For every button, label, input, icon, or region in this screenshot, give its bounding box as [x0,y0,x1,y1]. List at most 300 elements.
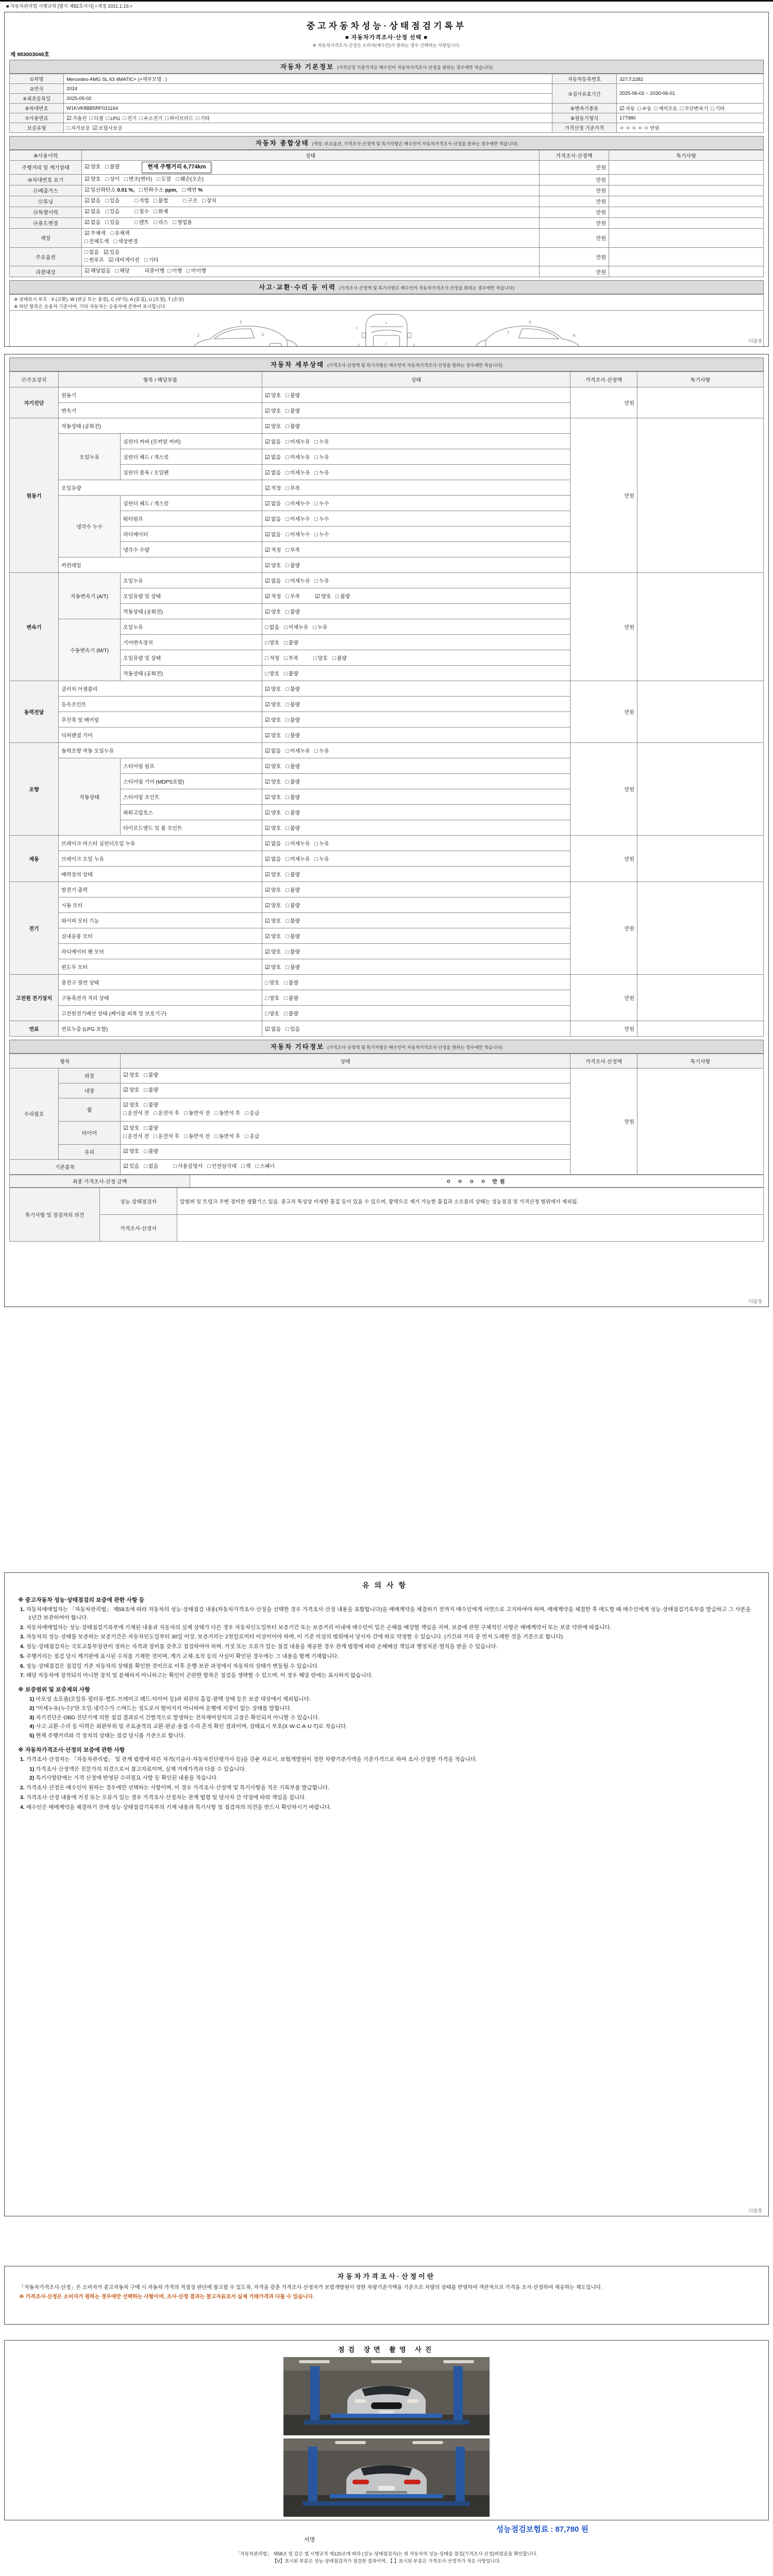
checkbox-unchecked[interactable]: □ 운전석 후 [154,1110,180,1116]
notice-body [16,1596,757,1811]
checkbox-unchecked[interactable]: □ 불량 [285,918,300,924]
state-options [82,228,540,247]
checkbox-unchecked[interactable]: □ 기타 [144,257,159,264]
checkbox-unchecked[interactable]: □ 구조 [183,197,198,204]
empty-box-icon: □ [105,197,109,204]
checkbox-checked[interactable]: ☑ 양호 [123,1148,140,1155]
state-options [121,1159,570,1174]
checkbox-unchecked[interactable]: □ 적법 [135,197,149,204]
item-label: 파워고압호스 [121,805,262,820]
state-options [262,681,570,697]
empty-box-icon: □ [144,1163,147,1170]
checkbox-checked[interactable]: ☑ 양호 [265,903,281,909]
empty-box-icon: □ [654,106,658,112]
item-label: 오일유량 및 상태 [121,650,262,666]
checkbox-unchecked[interactable]: □ 불량 [284,671,298,677]
checkbox-checked[interactable]: ☑ 적정 [265,485,281,492]
checked-box-icon: ☑ [265,609,270,615]
document-subnote: ※ 자동차가격조사·산정은 소비자(매수인)가 원하는 경우 선택하는 사항입니다. [312,43,461,48]
basic-info-table [9,74,764,133]
checkbox-checked[interactable]: ☑ 보험사보증 [92,125,123,131]
detail-header [9,358,764,371]
checkbox-unchecked[interactable]: □ 변조(변타) [124,176,153,182]
checkbox-checked[interactable]: ☑ 양호 [265,934,281,940]
remark-cell [637,1021,764,1037]
checkbox-checked[interactable]: ☑ 없음 [265,501,281,507]
sub-group-label: 냉각수 누수 [59,496,121,557]
state-options [262,480,570,496]
checkbox-checked[interactable]: ☑ 없음 [265,439,281,445]
checkbox-unchecked[interactable]: □ 누유 [314,856,329,862]
checkbox-unchecked[interactable]: □ 미세누유 [284,624,309,631]
checkbox-unchecked[interactable]: □ 세미오토 [654,106,678,112]
empty-box-icon: □ [265,1011,268,1017]
checkbox-unchecked[interactable]: □ 불량 [285,733,300,739]
empty-box-icon: □ [285,439,289,445]
checkbox-checked[interactable]: ☑ 양호 [265,563,281,569]
price-cell: 만원 [570,573,637,681]
checkbox-unchecked[interactable]: □ 누유 [314,470,329,476]
checked-box-icon: ☑ [265,485,270,492]
checkbox-unchecked[interactable]: □ 스패너 [255,1163,275,1170]
checkbox-checked[interactable]: ☑ 양호 [265,887,281,893]
table-row: ⑰주요장치 항목 / 해당부품 상태 가격조사·산정액 특기사항 [10,372,764,387]
checkbox-unchecked[interactable]: □ 불량 [144,1148,159,1155]
checkbox-unchecked[interactable]: □ 장치 [202,197,217,204]
table-row: ⑬특별이력 ☑ 없음 □ 있음 □ 침수 □ 화재 만원 [10,207,764,217]
checkbox-checked[interactable]: ☑ 양호 [265,423,281,430]
checkbox-unchecked[interactable]: □ 불량 [285,408,300,414]
empty-box-icon: □ [285,748,289,754]
checkbox-checked[interactable]: ☑ 없음 [85,208,101,215]
state-options [82,174,540,185]
registration-number: 327조2282 [617,74,764,84]
page-3-notice [4,1572,769,2216]
checkbox-unchecked[interactable]: □ 부족 [285,485,300,492]
checkbox-unchecked[interactable]: □ 영업용 [173,219,192,226]
footer-line-1: 「자동차관리법」 제58조 및 같은 법 시행규칙 제120조에 따라 (성능·상태점검자)는 위 자동차의 성능·상태를 점검(가격조사·산정)하였음을 확인합니다. [236,2551,537,2556]
checkbox-unchecked[interactable]: □ 화재 [154,208,169,215]
checkbox-checked[interactable]: ☑ 양호 [265,764,281,770]
notice-section-heading: ※ 보증범위 및 보증제외 사항 [18,1687,90,1693]
empty-box-icon: □ [285,825,289,832]
measured-value: % [198,187,203,193]
device-label: 연료 [10,1021,59,1037]
checkbox-unchecked[interactable]: □ 수소전기 [139,115,163,122]
checkbox-checked[interactable]: ☑ 양호 [123,1125,140,1131]
checkbox-unchecked[interactable]: □ 불량 [285,393,300,399]
checkbox-checked[interactable]: ☑ 없음 [265,516,281,522]
checked-box-icon: ☑ [265,1026,270,1032]
empty-box-icon: □ [285,872,289,878]
checkbox-unchecked[interactable]: □ 양호 [265,1011,279,1017]
checkbox-unchecked[interactable]: □ 불량 [105,164,120,170]
price-survey-info-body: 「자동차가격조사·산정」은 소비자가 중고자동차 구매 시 자동차 가격의 적정성 판단에 참고할 수 있도록, 자격을 갖춘 가격조사·산정자가 보험개발원이 정한 차량기준가액을 기준으로 차량의 상태를 반영하여 객관적으로 가격을 조사·산정하여 제공하는 제도입니다. [19,2285,602,2291]
checkbox-unchecked[interactable]: □ 동반석 후 [214,1133,241,1140]
signature-label[interactable]: 서명 [304,2537,315,2543]
empty-box-icon: □ [135,208,138,215]
checkbox-unchecked[interactable]: □ 불량 [285,686,300,692]
checkbox-unchecked[interactable]: □ 양호 [265,640,279,646]
checkbox-checked[interactable]: ☑ 없음 [85,197,101,204]
checkbox-unchecked[interactable]: □ 응급 [245,1110,260,1116]
checkbox-unchecked[interactable]: □ 불량 [285,423,300,430]
checkbox-checked[interactable]: ☑ 양호 [315,594,331,600]
page-1 [4,12,769,347]
checkbox-checked[interactable]: ☑ 없음 [265,454,281,461]
checkbox-unchecked[interactable]: □ 도말 [157,176,172,182]
checkbox-checked[interactable]: ☑ 양호 [265,733,281,739]
checkbox-unchecked[interactable]: □ 누유 [314,841,329,847]
empty-box-icon: □ [285,733,289,739]
checkbox-checked[interactable]: ☑ 양호 [265,918,281,924]
checked-box-icon: ☑ [85,219,90,226]
checkbox-unchecked[interactable]: □ 없음 [265,624,279,631]
checkbox-unchecked[interactable]: □ 양호 [265,980,279,986]
checkbox-unchecked[interactable]: □ 기타 [196,115,210,122]
checkbox-unchecked[interactable]: □ 불량 [285,934,300,940]
empty-box-icon: □ [285,949,289,955]
checkbox-unchecked[interactable]: □ 누유 [314,439,329,445]
state-options [262,496,570,511]
empty-box-icon: □ [154,208,157,215]
empty-box-icon: □ [680,106,684,112]
checkbox-unchecked[interactable]: □ 불량 [285,825,300,832]
checkbox-unchecked[interactable]: □ 누유 [314,454,329,461]
checkbox-unchecked[interactable]: □ 상이 [105,176,120,182]
state-options [121,1121,570,1144]
checkbox-unchecked[interactable]: □ 불량 [285,949,300,955]
accident-note: (가격조사·산정액 및 특기사항은 매수인이 자동차가격조사·산정을 원하는 경우에만 적습니다) [339,285,514,291]
checkbox-checked[interactable]: ☑ 양호 [265,949,281,955]
checkbox-checked[interactable]: ☑ 양호 [265,964,281,971]
checkbox-unchecked[interactable]: □ 미세누유 [285,470,310,476]
empty-box-icon: □ [284,655,288,662]
price-survey-info-title: 자동차가격조사·산정이란 [337,2273,436,2280]
state-options [262,650,570,666]
checkbox-unchecked[interactable]: □ 부족 [285,547,300,553]
item-label: 배력장치 상태 [59,867,262,882]
checkbox-unchecked[interactable]: □ 불법 [154,197,169,204]
checkbox-unchecked[interactable]: □ 이행 [167,268,182,275]
notice-title: 유의사항 [362,1581,411,1589]
vin: W1KVK8BB5RF021164 [64,104,552,113]
checkbox-unchecked[interactable]: □ 부족 [285,594,300,600]
checkbox-unchecked[interactable]: □ 불량 [144,1087,159,1093]
empty-box-icon: □ [207,1163,211,1170]
checkbox-checked[interactable]: ☑ 적정 [265,594,281,600]
empty-box-icon: □ [105,208,109,215]
empty-box-icon: □ [285,779,289,785]
checkbox-unchecked[interactable]: □ 매연 % [182,187,203,193]
empty-box-icon: □ [285,547,289,553]
state-options [262,712,570,727]
item-label: 스티어링 기어 (MDPS포함) [121,774,262,789]
empty-box-icon: □ [285,594,289,600]
checkbox-checked[interactable]: ☑ 양호 [265,717,281,723]
empty-box-icon: □ [85,257,88,264]
item-label: 실내송풍 모터 [59,928,262,944]
checkbox-unchecked[interactable]: □ 썬루프 [85,257,104,264]
checkbox-unchecked[interactable]: □ 훼손(오손) [176,176,204,182]
empty-box-icon: □ [182,187,186,193]
checked-box-icon: ☑ [265,454,270,461]
table-row: ①차명 Mercedes-AMG SL 63 4MATIC+ (+세부모델 : ) 자동차등록번호 327조2282 [10,74,764,84]
checkbox-unchecked[interactable]: □ 불량 [285,872,300,878]
empty-box-icon: □ [265,980,268,986]
checkbox-checked[interactable]: ☑ 양호 [123,1101,140,1108]
checkbox-checked[interactable]: ☑ 없음 [265,532,281,538]
item-label: 고전원전기배선 상태 (케이블 피복 및 보호기구) [59,1006,262,1021]
sub-group-label: 자동변속기 (A/T) [59,573,121,619]
overall-header [9,136,764,150]
checkbox-unchecked[interactable]: □ 불량 [144,1072,159,1078]
checkbox-unchecked[interactable]: □ 안전삼각대 [207,1163,237,1170]
item-label: 디퍼렌셜 기어 [59,727,262,743]
checkbox-unchecked[interactable]: □ 미세누수 [285,501,310,507]
checkbox-checked[interactable]: ☑ 일산화탄소 0.01 %, [85,187,135,193]
checkbox-unchecked[interactable]: □ 탄화수소 ppm, [139,187,178,193]
checked-box-icon: ☑ [123,1125,128,1131]
checkbox-unchecked[interactable]: □ 적정 [265,655,279,662]
empty-box-icon: □ [89,115,93,122]
checkbox-checked[interactable]: ☑ 양호 [265,686,281,692]
checkbox-checked[interactable]: ☑ 없음 [265,748,281,754]
checkbox-checked[interactable]: ☑ 양호 [265,609,281,615]
checkbox-unchecked[interactable]: □ 양호 [265,671,279,677]
item-label: 실린더 블록 / 오일팬 [121,465,262,480]
checkbox-unchecked[interactable]: □ 불량 [284,640,298,646]
checkbox-unchecked[interactable]: □ 불량 [144,1101,159,1108]
checkbox-unchecked[interactable]: □ 운전석 전 [123,1133,149,1140]
item-label: 냉각수 수량 [121,542,262,557]
checkbox-unchecked[interactable]: □ 렌트 [135,219,149,226]
checkbox-unchecked[interactable]: □ 없음 [144,1163,159,1170]
etc-title: 자동차 기타정보 [271,1043,325,1050]
checkbox-unchecked[interactable]: □ 전체도색 [85,238,109,245]
etc-header [9,1040,764,1054]
checkbox-unchecked[interactable]: □ 해당 [115,268,130,275]
checkbox-unchecked[interactable]: □ 미세누유 [285,454,310,461]
checked-box-icon: ☑ [265,686,270,692]
checkbox-unchecked[interactable]: □ 불량 [284,1011,298,1017]
checkbox-unchecked[interactable]: □ 불량 [285,810,300,816]
checkbox-unchecked[interactable]: □ 있음 [285,1026,300,1032]
checkbox-checked[interactable]: ☑ 있음 [123,1163,140,1170]
empty-box-icon: □ [144,257,148,264]
remark-cell [609,185,764,196]
checkbox-checked[interactable]: ☑ 양호 [265,702,281,708]
empty-box-icon: □ [265,671,268,677]
checked-box-icon: ☑ [265,563,270,569]
checked-box-icon: ☑ [265,934,270,940]
state-options [262,1021,570,1037]
checkbox-unchecked[interactable]: □ 불량 [285,609,300,615]
empty-box-icon: □ [144,1101,147,1108]
checkbox-checked[interactable]: ☑ 무채색 [85,230,106,236]
checkbox-unchecked[interactable]: □ 미세누유 [285,856,310,862]
checkbox-unchecked[interactable]: □ 누수 [314,532,329,538]
checkbox-unchecked[interactable]: □ 불량 [335,594,350,600]
checkbox-checked[interactable]: ☑ 양호 [265,393,281,399]
checked-box-icon: ☑ [265,964,270,971]
checkbox-unchecked[interactable]: □ 누수 [314,501,329,507]
checkbox-unchecked[interactable]: □ 디젤 [89,115,104,122]
checkbox-unchecked[interactable]: □ LPG [106,115,121,122]
checkbox-unchecked[interactable]: □ 동반석 후 [214,1110,241,1116]
empty-box-icon: □ [711,106,714,112]
checkbox-unchecked[interactable]: □ 불량 [285,794,300,801]
checkbox-unchecked[interactable]: □ 불량 [285,764,300,770]
checked-box-icon: ☑ [315,594,321,600]
checkbox-unchecked[interactable]: □ 기타 [711,106,725,112]
state-options [262,619,570,635]
checkbox-checked[interactable]: ☑ 자동 [619,106,635,112]
checkbox-unchecked[interactable]: □ 침수 [135,208,149,215]
checked-box-icon: ☑ [265,810,270,816]
checkbox-unchecked[interactable]: □ 불량 [285,717,300,723]
checkbox-unchecked[interactable]: □ 운전석 후 [154,1133,180,1140]
checkbox-unchecked[interactable]: □ 불량 [285,779,300,785]
checkbox-checked[interactable]: ☑ 양호 [123,1072,140,1078]
table-row: 항목 상태 가격조사·산정액 특기사항 [10,1054,764,1069]
empty-box-icon: □ [105,176,109,182]
checkbox-unchecked[interactable]: □ 전기 [123,115,137,122]
checkbox-unchecked[interactable]: □ 운전석 전 [123,1110,149,1116]
empty-box-icon: □ [285,794,289,801]
empty-box-icon: □ [285,841,289,847]
checkbox-unchecked[interactable]: □ 미세누유 [285,439,310,445]
checkbox-unchecked[interactable]: □ 사용설명서 [173,1163,203,1170]
checked-box-icon: ☑ [265,748,270,754]
empty-box-icon: □ [285,563,289,569]
checkbox-checked[interactable]: ☑ 양호 [265,779,281,785]
checkbox-unchecked[interactable]: □ 불량 [285,702,300,708]
checkbox-unchecked[interactable]: □ 수동 [637,106,652,112]
checkbox-checked[interactable]: ☑ 없음 [265,856,281,862]
checkbox-unchecked[interactable]: □ 미세누유 [285,841,310,847]
checkbox-unchecked[interactable]: □ 미세누수 [285,532,310,538]
checkbox-unchecked[interactable]: □ 누유 [314,578,329,584]
checkbox-checked[interactable]: ☑ 적정 [265,547,281,553]
checkbox-unchecked[interactable]: □ 잭 [241,1163,251,1170]
checkbox-checked[interactable]: ☑ 양호 [265,810,281,816]
device-label: 원동기 [10,418,59,573]
checkbox-unchecked[interactable]: □ 하이브리드 [165,115,194,122]
checkbox-checked[interactable]: ☑ 네비게이션 [108,257,140,264]
checkbox-unchecked[interactable]: □ 자가보증 [66,125,90,131]
checkbox-unchecked[interactable]: □ 불량 [144,1125,159,1131]
checkbox-unchecked[interactable]: □ 부족 [284,655,298,662]
item-label: 시동 모터 [59,897,262,913]
empty-box-icon: □ [285,470,289,476]
checkbox-checked[interactable]: ☑ 없음 [265,1026,281,1032]
checkbox-checked[interactable]: ☑ 양호 [265,408,281,414]
checkbox-unchecked[interactable]: □ 동반석 전 [184,1110,210,1116]
document-title: 중고자동차성능·상태점검기록부 [306,21,467,31]
svg-text:3: 3 [261,332,264,337]
empty-box-icon: □ [285,903,289,909]
checkbox-unchecked[interactable]: □ 응급 [245,1133,260,1140]
checkbox-checked[interactable]: ☑ 양호 [85,176,101,182]
state-options [262,635,570,650]
checkbox-unchecked[interactable]: □ 있음 [105,197,120,204]
empty-box-icon: □ [165,115,169,122]
inline-label: 리콜이행 [144,268,165,275]
checked-box-icon: ☑ [103,249,109,256]
checkbox-checked[interactable]: ☑ 없음 [265,841,281,847]
notice-item: 3. 자동차의 성능·상태를 보증하는 보증기간은 자동차인도일부터 30일 이상, 보증거리는 2천킬로미터 이상이어야 하며, 이 기준 이상의 범위에서 당사자 간에 따로 약정할 수 있습니다. (기간과 거리 중 먼저 도래한 것을 기준으로 합니다) [20,1634,563,1640]
checkbox-unchecked[interactable]: □ 미세누유 [285,578,310,584]
state-options [262,913,570,928]
checkbox-unchecked[interactable]: □ 무단변속기 [680,106,709,112]
item-label: 실린더 헤드 / 개스킷 [121,496,262,511]
state-options [262,928,570,944]
checkbox-unchecked[interactable]: □ 불량 [285,964,300,971]
checkbox-unchecked[interactable]: □ 불량 [285,903,300,909]
checkbox-unchecked[interactable]: □ 불량 [284,995,298,1002]
checkbox-unchecked[interactable]: □ 없음 [85,249,99,256]
checkbox-unchecked[interactable]: □ 누유 [313,624,328,631]
checkbox-checked[interactable]: ☑ 없음 [265,578,281,584]
state-options [262,789,570,805]
repair-needed-label: 수리필요 [10,1069,59,1160]
checkbox-unchecked[interactable]: □ 동반석 전 [184,1133,210,1140]
checkbox-unchecked[interactable]: □ 누유 [314,748,329,754]
checkbox-unchecked[interactable]: □ 미세누수 [285,516,310,522]
checked-box-icon: ☑ [265,578,270,584]
checkbox-checked[interactable]: ☑ 가솔린 [66,115,87,122]
checkbox-unchecked[interactable]: □ 불량 [332,655,347,662]
state-options [82,247,540,266]
checkbox-checked[interactable]: ☑ 양호 [265,825,281,832]
checkbox-checked[interactable]: ☑ 없음 [85,219,101,226]
price-cell: 만원 [570,1021,637,1037]
item-label: 등속조인트 [59,697,262,712]
remark-cell [637,743,764,836]
empty-box-icon: □ [314,516,318,522]
checkbox-checked[interactable]: ☑ 해당없음 [85,268,111,275]
table-row: ④최초등록일 2025-05-02 [10,94,764,104]
checkbox-checked[interactable]: ☑ 양호 [123,1087,140,1093]
state-options [262,418,570,434]
checkbox-unchecked[interactable]: □ 불량 [285,887,300,893]
table-row [10,1069,764,1083]
checkbox-checked[interactable]: ☑ 있음 [103,249,120,256]
checkbox-checked[interactable]: ☑ 없음 [265,470,281,476]
checkbox-unchecked[interactable]: □ 양호 [265,995,279,1002]
checkbox-unchecked[interactable]: □ 있음 [105,208,120,215]
checkbox-unchecked[interactable]: □ 불량 [284,980,298,986]
checkbox-unchecked[interactable]: □ 리스 [154,219,169,226]
empty-box-icon: □ [284,671,288,677]
checkbox-checked[interactable]: ☑ 양호 [265,794,281,801]
checkbox-unchecked[interactable]: □ 유채색 [110,230,130,236]
checkbox-unchecked[interactable]: □ 불량 [285,563,300,569]
checkbox-unchecked[interactable]: □ 양호 [313,655,328,662]
checkbox-checked[interactable]: ☑ 양호 [85,164,101,170]
checkbox-unchecked[interactable]: □ 있음 [105,219,120,226]
empty-box-icon: □ [85,238,88,245]
checkbox-unchecked[interactable]: □ 색상변경 [113,238,138,245]
checkbox-unchecked[interactable]: □ 미세누유 [285,748,310,754]
empty-box-icon: □ [285,934,289,940]
state-options [262,882,570,897]
checkbox-checked[interactable]: ☑ 양호 [265,872,281,878]
checkbox-unchecked[interactable]: □ 미이행 [187,268,206,275]
final-price-label: 최종 가격조사·산정 금액 [10,1175,190,1187]
checkbox-unchecked[interactable]: □ 누수 [314,516,329,522]
